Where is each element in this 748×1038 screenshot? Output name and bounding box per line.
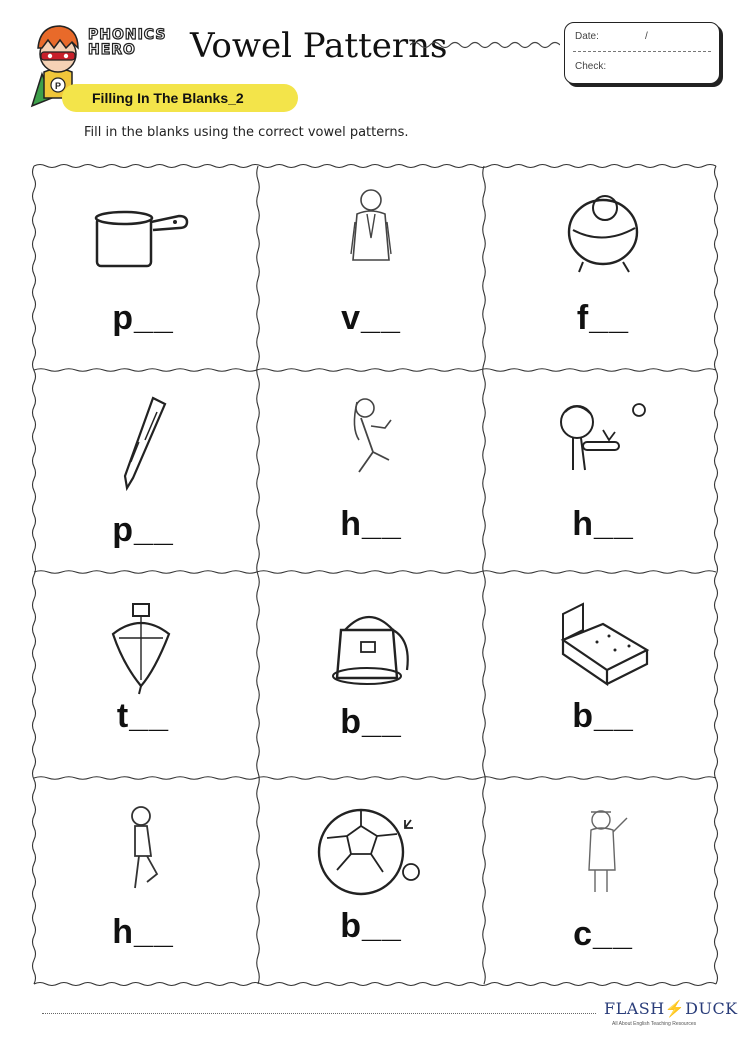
blank-word[interactable]: v__ bbox=[341, 299, 401, 337]
ball-icon bbox=[311, 796, 431, 906]
date-label: Date: bbox=[575, 31, 599, 42]
pen-icon bbox=[83, 388, 203, 498]
decorative-wave-line bbox=[410, 38, 560, 52]
flashduck-logo bbox=[604, 999, 738, 1018]
worksheet-subtitle: Filling In The Blanks_2 bbox=[92, 90, 244, 106]
phonics-hero-logo bbox=[88, 28, 184, 64]
blank-word[interactable]: p__ bbox=[112, 511, 174, 549]
word-card bbox=[258, 778, 484, 990]
date-separator: / bbox=[645, 31, 648, 42]
fat-icon bbox=[543, 178, 663, 288]
hop-girl-icon bbox=[311, 388, 431, 498]
logo-tagline: All About English Teaching Resources bbox=[612, 1021, 697, 1027]
word-card bbox=[258, 370, 484, 572]
blank-word[interactable]: h__ bbox=[572, 505, 634, 543]
logo-duck: DUCK bbox=[685, 999, 738, 1018]
top-icon bbox=[83, 590, 203, 700]
hop-boy-icon bbox=[83, 796, 203, 906]
blank-word[interactable]: h__ bbox=[340, 505, 402, 543]
instruction-text: Fill in the blanks using the correct vowel patterns. bbox=[84, 125, 409, 140]
date-divider bbox=[573, 51, 711, 52]
word-card bbox=[28, 778, 258, 990]
pot-icon bbox=[83, 178, 203, 288]
word-card bbox=[28, 572, 258, 778]
word-card bbox=[484, 778, 722, 990]
svg-text:P: P bbox=[55, 81, 62, 91]
lightning-icon: ⚡ bbox=[664, 999, 686, 1018]
vet-icon bbox=[311, 178, 431, 288]
word-card bbox=[484, 572, 722, 778]
blank-word[interactable]: h__ bbox=[112, 913, 174, 951]
blank-word[interactable]: c__ bbox=[573, 915, 633, 953]
cop-icon bbox=[543, 796, 663, 906]
word-card bbox=[28, 160, 258, 370]
check-label: Check: bbox=[575, 61, 607, 72]
blank-word[interactable]: b__ bbox=[340, 703, 402, 741]
blank-word[interactable]: f__ bbox=[576, 299, 630, 337]
word-card-grid bbox=[28, 160, 722, 990]
logo-flash: FLASH bbox=[604, 999, 665, 1018]
blank-word[interactable]: p__ bbox=[112, 299, 174, 337]
footer-divider bbox=[42, 1013, 596, 1014]
worksheet-title: Vowel Patterns bbox=[190, 26, 448, 66]
blank-word[interactable]: b__ bbox=[572, 697, 634, 735]
bag-icon bbox=[311, 590, 431, 700]
hit-ball-icon bbox=[543, 388, 663, 498]
word-card bbox=[484, 160, 722, 370]
blank-word[interactable]: b__ bbox=[340, 907, 402, 945]
word-card bbox=[258, 160, 484, 370]
date-check-box bbox=[564, 22, 720, 84]
brand-line-2: HERO bbox=[88, 42, 136, 58]
word-card bbox=[484, 370, 722, 572]
word-card bbox=[258, 572, 484, 778]
word-card bbox=[28, 370, 258, 572]
brand-line-1: PHONICS bbox=[88, 27, 167, 43]
bed-icon bbox=[543, 590, 663, 700]
blank-word[interactable]: t__ bbox=[116, 697, 170, 735]
